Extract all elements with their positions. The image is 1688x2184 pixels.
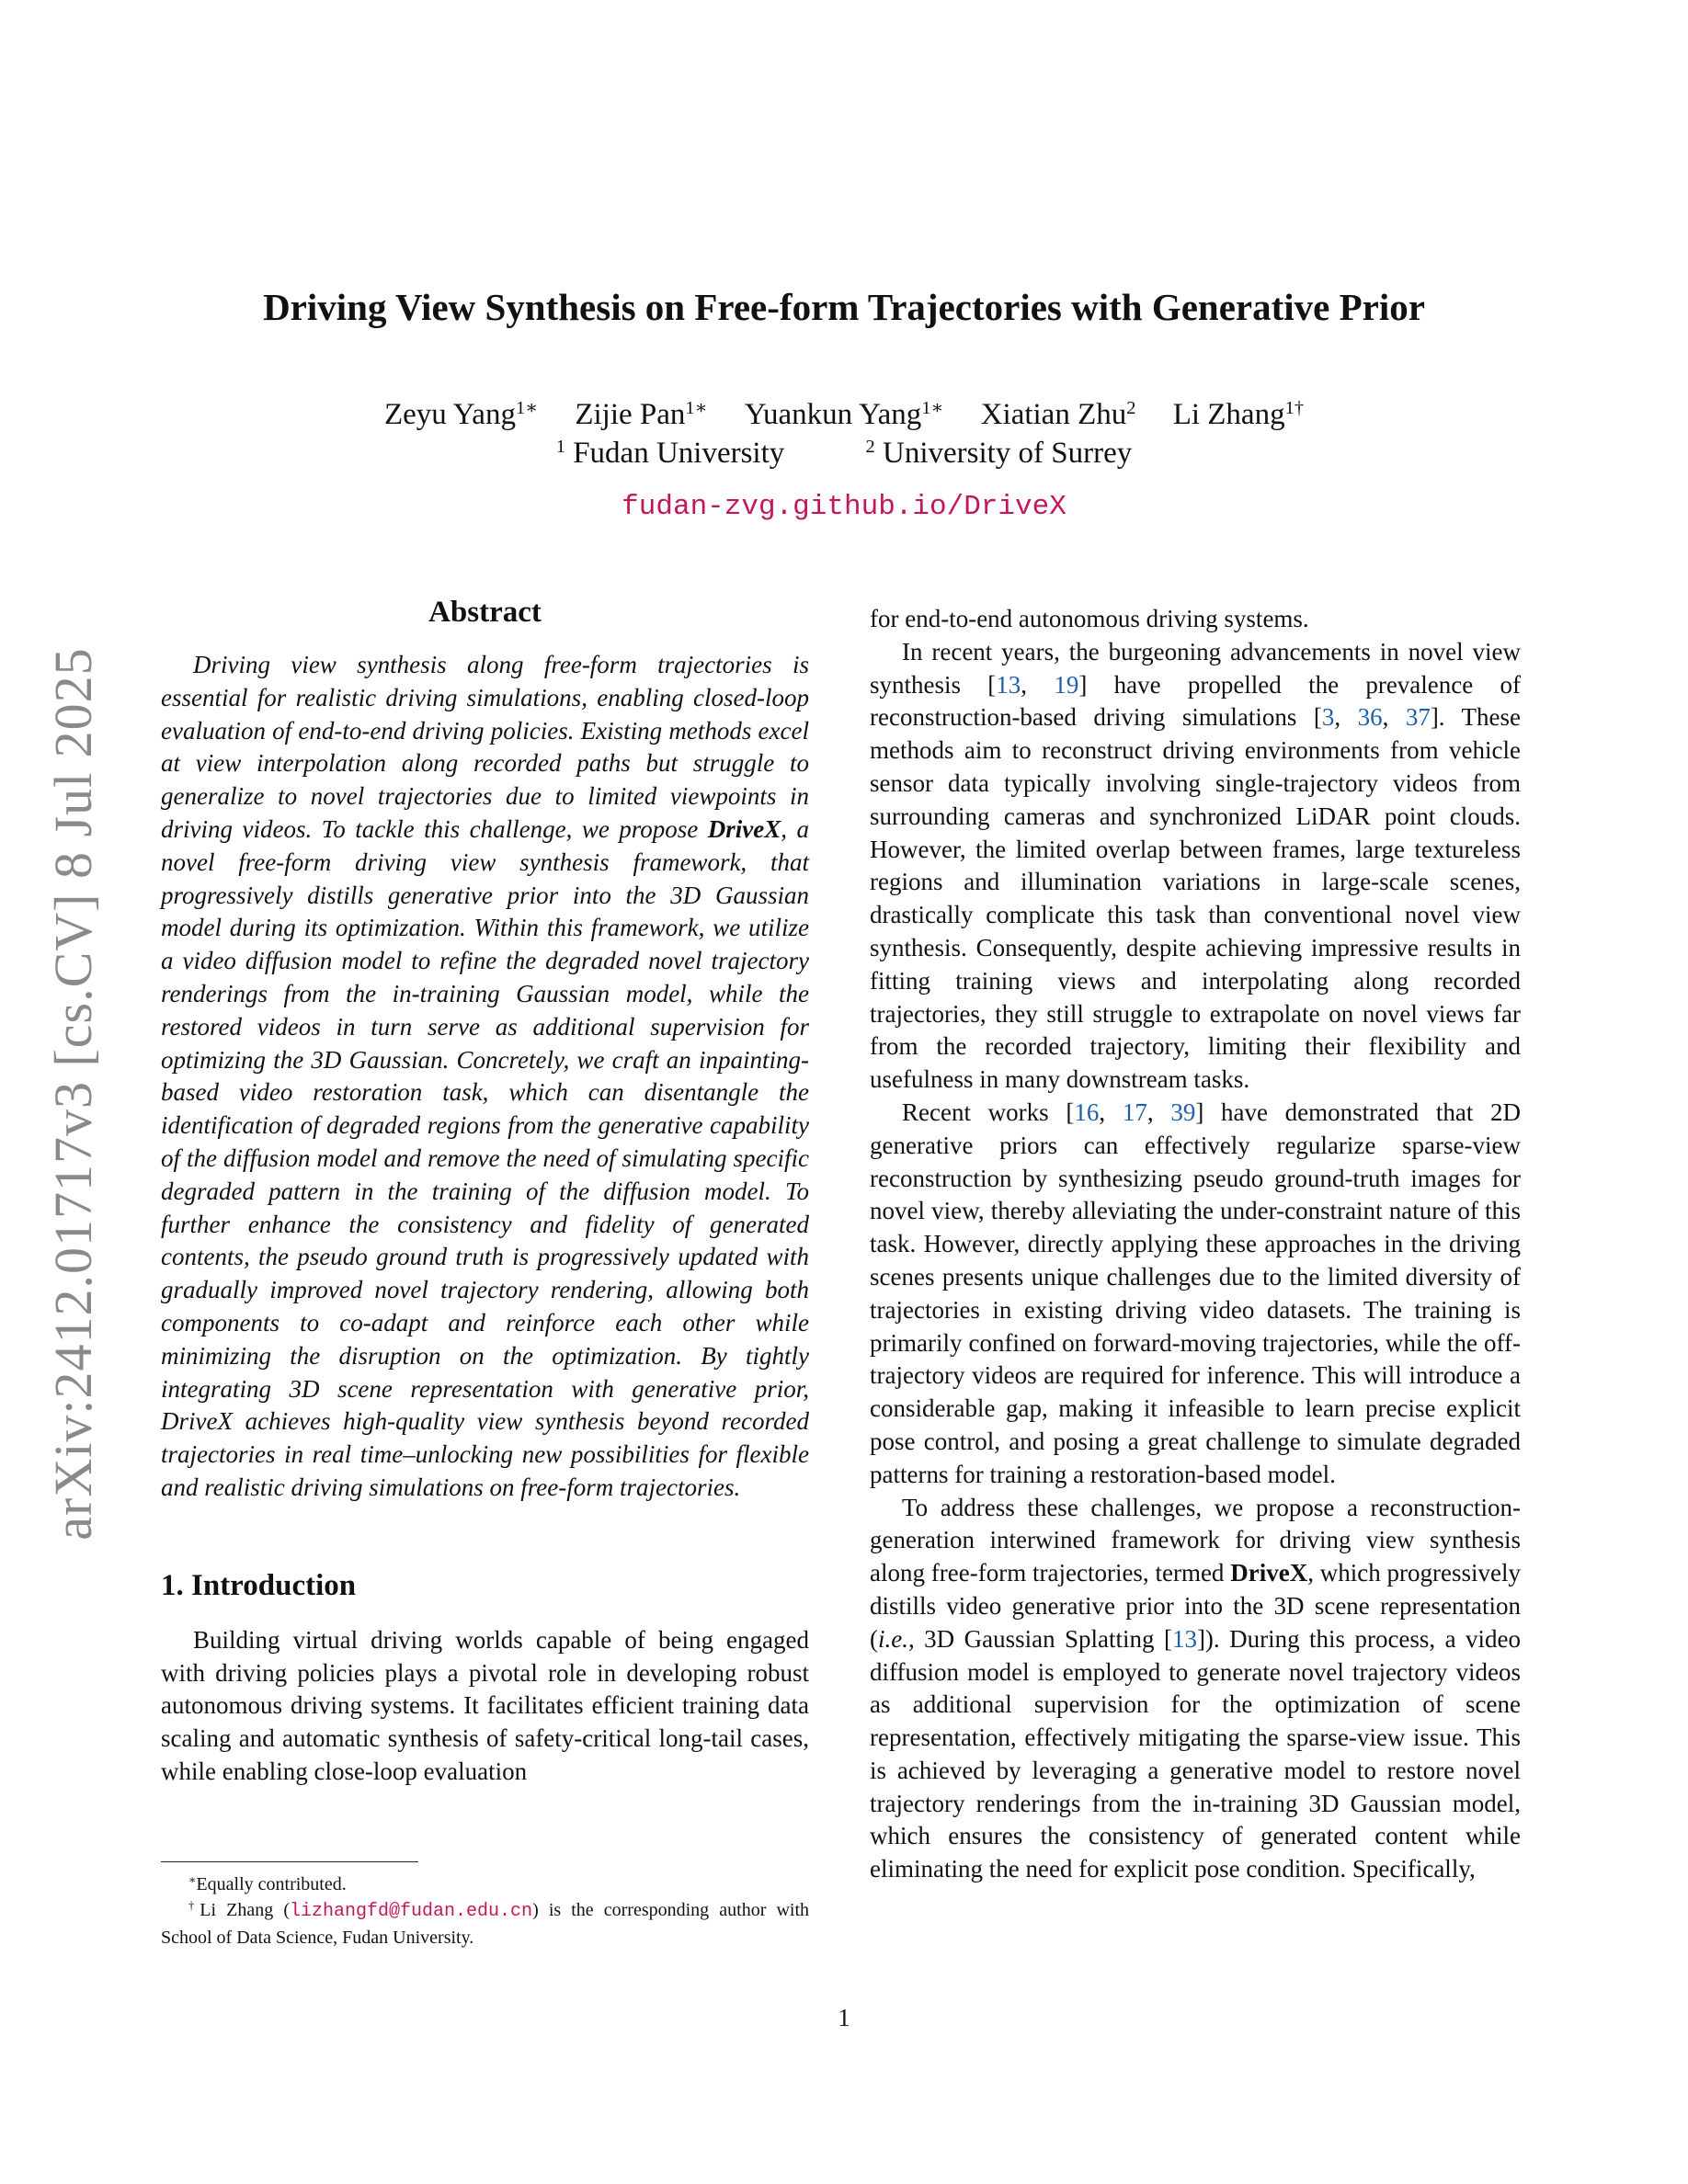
- paragraph-text: ,: [1146, 1098, 1171, 1126]
- paragraph-text: To address these challenges, we propose a reconstruction-generation interwined framework for driving view synthesis along free-form trajectories, termed: [870, 1493, 1521, 1587]
- citation-link[interactable]: 17: [1122, 1098, 1147, 1126]
- author-mark: 1∗: [515, 397, 539, 418]
- intro-paragraph: Building virtual driving worlds capable of being engaged with driving policies plays a pivotal role in developing robust autonomous driving systems. It facilitates efficient training data scaling and automatic synthesis of safety-critical long-tail cases, while enabling close-loop evaluation: [161, 1625, 809, 1785]
- arxiv-stamp: arXiv:2412.01717v3 [cs.CV] 8 Jul 2025: [43, 647, 103, 1541]
- footnote-mark: †: [188, 1899, 200, 1913]
- footnote-text: Equally contributed.: [196, 1874, 347, 1894]
- citation-link[interactable]: 37: [1405, 703, 1431, 732]
- citation-link[interactable]: 36: [1357, 703, 1383, 732]
- abstract-body: [161, 649, 809, 1505]
- author: [745, 398, 944, 431]
- paper-title: Driving View Synthesis on Free-form Trajectories with Generative Prior: [263, 286, 1425, 328]
- author: [384, 398, 538, 431]
- abstract-text: , a novel free-form driving view synthesis framework, that progressively distills generative prior into the 3D Gaussian model during its optimization. Within this framework, we utilize a video diffusion model to refine the degraded novel trajectory renderings from the in-training Gaussian model, while the restored videos in turn serve as additional supervision for optimizing the 3D Gaussian. Concretely, we craft an inpainting-based video restoration task, which can disentangle the identification of degraded regions from the generative capability of the diffusion model and remove the need of simulating specific degraded pattern in the training of the diffusion model. To further enhance the consistency and fidelity of generated contents, the pseudo ground truth is progressively updated with gradually improved novel trajectory rendering, allowing both components to co-adapt and reinforce each other while minimizing the disruption on the optimization. By tightly integrating 3D scene representation with generative prior, DriveX achieves high-quality view synthesis beyond recorded trajectories in real time–unlocking new possibilities for flexible and realistic driving simulations on free-form trajectories.: [161, 814, 809, 1501]
- affiliation: [556, 437, 785, 470]
- intro-paragraph: [870, 1097, 1521, 1492]
- affiliation-list: [0, 434, 1688, 472]
- paragraph-text: ,: [1021, 670, 1055, 699]
- method-name: DriveX: [1230, 1559, 1308, 1587]
- author-mark: 1†: [1284, 397, 1305, 418]
- author-mark: 1∗: [921, 397, 944, 418]
- author-name: Zeyu Yang: [383, 398, 516, 431]
- left-column: [161, 594, 809, 1789]
- paragraph-text: ] have demonstrated that 2D generative priors can effectively regularize sparse-view reconstruction by synthesizing pseudo ground-truth images for novel view, thereby alleviating the under-constraint nature of this task. However, directly applying these approaches in the driving scenes presents unique challenges due to the limited diversity of trajectories in existing driving video datasets. The training is primarily confined on forward-moving trajectories, while the off-trajectory videos are required for inference. This will introduce a considerable gap, making it infeasible to learn precise explicit pose control, and posing a great challenge to simulate degraded patterns for training a restoration-based model.: [870, 1098, 1522, 1488]
- page-number: 1: [838, 2004, 850, 2031]
- email-link[interactable]: lizhangfd@fudan.edu.cn: [290, 1901, 533, 1922]
- paragraph-text: ] have propelled the prevalence of reconstruction-based driving simulations [: [870, 670, 1522, 732]
- paragraph-text: ,: [1382, 703, 1406, 732]
- affiliation-mark: 1: [555, 436, 565, 457]
- intro-paragraph: [870, 1492, 1521, 1887]
- paragraph-text: ]. These methods aim to reconstruct driving environments from vehicle sensor data typically involving single-trajectory videos from surrounding cameras and synchronized LiDAR point clouds. However, the limited overlap between frames, large textureless regions and illumination variations in large-scale scenes, drastically complicate this task than conventional novel view synthesis. Consequently, despite achieving impressive results in fitting training views and interpolating along recorded trajectories, they still struggle to extrapolate on novel views far from the recorded trajectory, limiting their flexibility and usefulness in many downstream tasks.: [870, 703, 1522, 1094]
- paragraph-text: , which progressively distills video generative prior into the 3D scene representation (: [870, 1559, 1521, 1653]
- paragraph-text: In recent years, the burgeoning advancements in novel view synthesis [: [870, 637, 1521, 699]
- footnote-rule: [161, 1861, 418, 1862]
- citation-link[interactable]: 13: [1171, 1624, 1197, 1653]
- paragraph-text: ,: [1334, 703, 1358, 732]
- citation-link[interactable]: 3: [1321, 703, 1335, 732]
- author: [575, 398, 707, 431]
- affiliation-name: University of Surrey: [874, 437, 1133, 470]
- footnote-corresponding-author: [161, 1897, 809, 1951]
- author: [981, 398, 1136, 431]
- footnotes: [161, 1871, 809, 1951]
- author-name: Xiatian Zhu: [980, 398, 1127, 431]
- intro-paragraph: [870, 636, 1521, 1097]
- footnote-text: ) is the corresponding author with School of Data Science, Fudan University.: [161, 1900, 810, 1948]
- abstract-heading: Abstract: [428, 596, 542, 629]
- footnote-mark: ∗: [188, 1873, 197, 1887]
- paragraph-text: ]). During this process, a video diffusion model is employed to generate novel trajectory videos as additional supervision for the optimization of scene representation, effectively mitigating the sparse-view issue. This is achieved by leveraging a generative model to restore novel trajectory renderings from the in-training 3D Gaussian model, which ensures the consistency of generated content while eliminating the need for explicit pose condition. Specifically,: [870, 1624, 1521, 1883]
- section-heading-introduction: 1. Introduction: [161, 1568, 357, 1602]
- affiliation: [866, 437, 1133, 470]
- paragraph-text: ,: [1099, 1098, 1123, 1126]
- affiliation-mark: 2: [865, 436, 875, 457]
- author-mark: 1∗: [685, 397, 708, 418]
- author-mark: 2: [1126, 397, 1136, 418]
- citation-link[interactable]: 16: [1074, 1098, 1100, 1126]
- method-name: DriveX: [707, 814, 781, 843]
- right-column: [870, 603, 1521, 1886]
- author-list: [0, 395, 1688, 434]
- project-url-link[interactable]: fudan-zvg.github.io/DriveX: [622, 491, 1066, 523]
- paragraph-text: Recent works [: [902, 1098, 1075, 1126]
- citation-link[interactable]: 39: [1170, 1098, 1196, 1126]
- author-name: Li Zhang: [1172, 398, 1285, 431]
- citation-link[interactable]: 19: [1054, 670, 1079, 699]
- citation-link[interactable]: 13: [996, 670, 1021, 699]
- author-name: Yuankun Yang: [744, 398, 922, 431]
- affiliation-name: Fudan University: [565, 437, 785, 470]
- author: [1173, 398, 1304, 431]
- intro-paragraph-continued: for end-to-end autonomous driving systems.: [870, 605, 1309, 632]
- abstract-text: Driving view synthesis along free-form trajectories is essential for realistic driving simulations, enabling closed-loop evaluation of end-to-end driving policies. Existing methods excel at view interpolation along recorded paths but struggle to generalize to novel trajectories due to limited viewpoints in driving videos. To tackle this challenge, we propose: [161, 651, 809, 843]
- footnote-text: Li Zhang (: [200, 1900, 291, 1920]
- paragraph-text: , 3D Gaussian Splatting [: [908, 1624, 1172, 1653]
- footnote-equal-contribution: [161, 1871, 809, 1897]
- ie-abbrev: i.e.: [878, 1624, 908, 1653]
- author-name: Zijie Pan: [575, 398, 686, 431]
